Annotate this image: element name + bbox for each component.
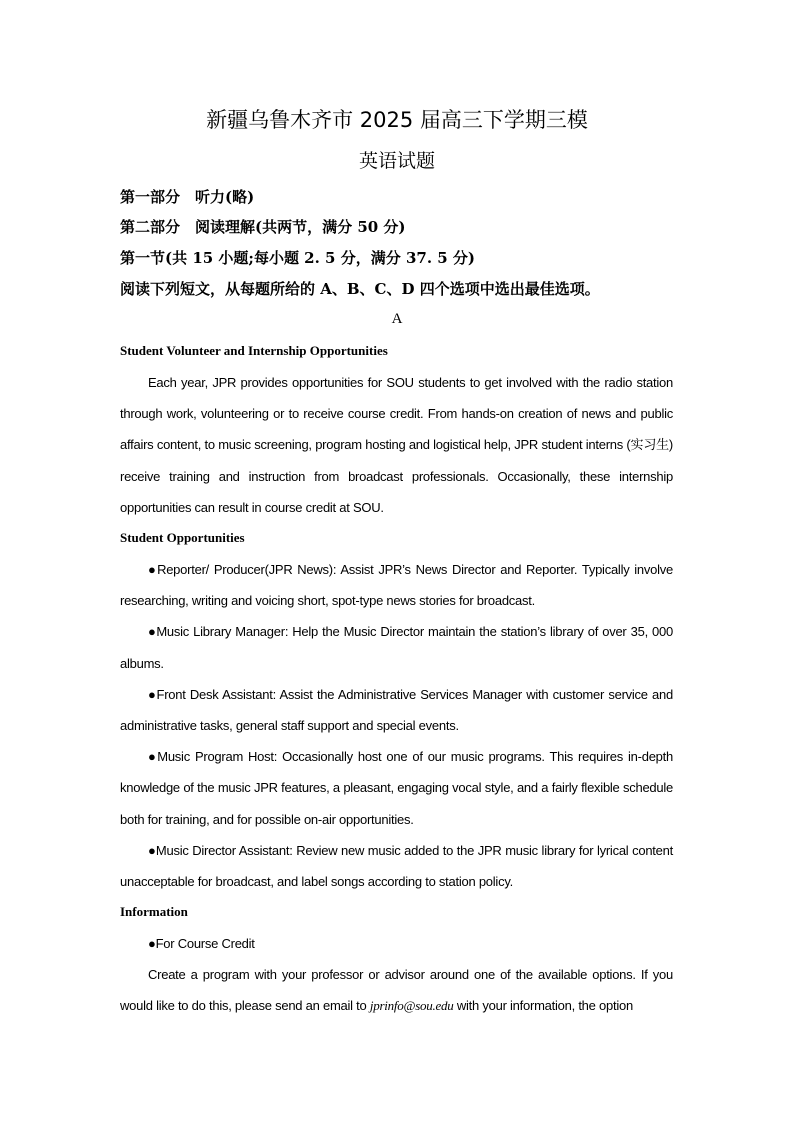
information-section <box>120 928 673 1022</box>
email-link[interactable]: jprinfo@sou.edu <box>369 998 454 1014</box>
list-item: ●Front Desk Assistant: Assist the Administrative Services Manager with customer service and administrative tasks, general staff support and special events. <box>120 686 673 734</box>
information-heading: Information <box>120 904 188 919</box>
info-text-after: with your information, the option <box>453 998 633 1014</box>
section-one-heading: 第一节(共 15 小题;每小题 2. 5 分，满分 37. 5 分) <box>120 249 476 267</box>
info-item: ●For Course Credit <box>148 936 255 951</box>
list-item: ●Music Director Assistant: Review new music added to the JPR music library for lyrical content unacceptable for broadcast, and label songs according to station policy. <box>120 842 673 890</box>
passage-letter: A <box>391 311 403 327</box>
exam-subtitle: 英语试题 <box>358 150 435 172</box>
info-paragraph <box>120 959 673 1021</box>
list-item: ●Music Program Host: Occasionally host one of our music programs. This requires in-depth knowledge of the music JPR features, a pleasant, engaging vocal style, and a fairly flexible schedule both for training, and for possible on-air opportunities. <box>120 749 673 827</box>
part-two-heading: 第二部分 阅读理解(共两节，满分 50 分) <box>120 218 406 236</box>
instruction-text: 阅读下列短文，从每题所给的 A、B、C、D 四个选项中选出最佳选项。 <box>120 280 600 298</box>
passage-heading: Student Volunteer and Internship Opportunities <box>120 343 388 358</box>
intro-paragraph: Each year, JPR provides opportunities for SOU students to get involved with the radio station through work, volunteering or to receive course credit. From hands-on creation of news and public affairs content, to music screening, program hosting and logistical help, JPR student interns (实习生) receive training and instruction from broadcast professionals. Occasionally, these internship opportunities can result in course credit at SOU. <box>120 375 673 515</box>
list-item: ●Reporter/ Producer(JPR News): Assist JPR’s News Director and Reporter. Typically involve researching, writing and voicing short, spot-type news stories for broadcast. <box>120 562 673 609</box>
list-item: ●Music Library Manager: Help the Music Director maintain the station’s library of over 35, 000 albums. <box>120 624 673 671</box>
opportunities-list <box>120 554 673 897</box>
part-one-heading: 第一部分 听力(略) <box>120 188 255 206</box>
passage-intro <box>120 367 673 523</box>
exam-title: 新疆乌鲁木齐市 2025 届高三下学期三模 <box>206 108 588 132</box>
info-text-before: Create a program with your professor or advisor around one of the available options. If you would like to do this, please send an email to <box>120 967 673 1014</box>
opportunities-heading: Student Opportunities <box>120 530 245 545</box>
